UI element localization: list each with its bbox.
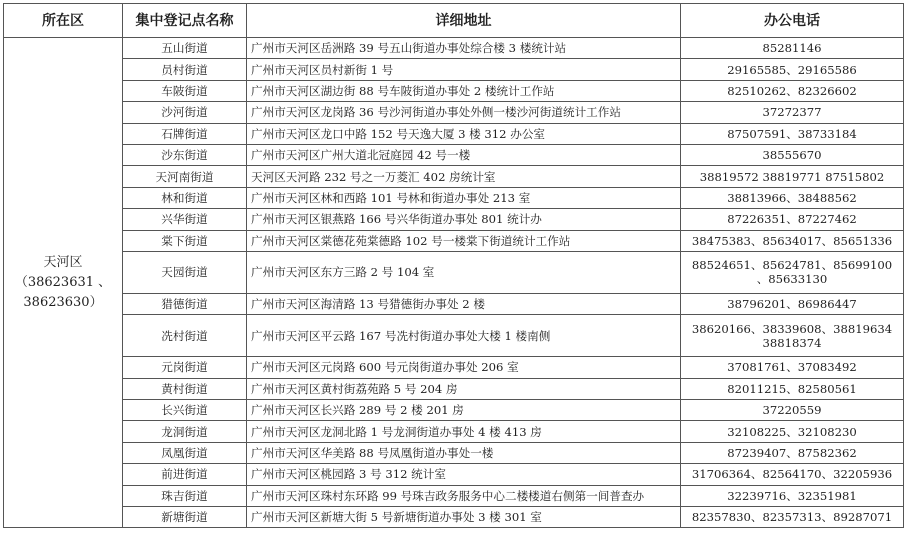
address-cell: 广州市天河区岳洲路 39 号五山街道办事处综合楼 3 楼统计站 xyxy=(247,38,681,59)
point-name-cell: 长兴街道 xyxy=(123,400,247,421)
phone-cell: 32239716、32351981 xyxy=(681,485,904,506)
table-header-row xyxy=(4,4,904,38)
point-name-cell: 沙东街道 xyxy=(123,144,247,165)
address-cell: 广州市天河区平云路 167 号冼村街道办事处大楼 1 楼南侧 xyxy=(247,315,681,357)
phone-cell: 32108225、32108230 xyxy=(681,421,904,442)
phone-cell: 38813966、38488562 xyxy=(681,187,904,208)
point-name-cell: 珠吉街道 xyxy=(123,485,247,506)
table-row xyxy=(4,80,904,101)
phone-cell: 87507591、38733184 xyxy=(681,123,904,144)
table-row xyxy=(4,144,904,165)
point-name-cell: 前进街道 xyxy=(123,464,247,485)
header-address: 详细地址 xyxy=(247,4,681,38)
table-row xyxy=(4,378,904,399)
point-name-cell: 天园街道 xyxy=(123,251,247,293)
district-phone-line2: 38623630） xyxy=(23,294,103,310)
header-point-name: 集中登记点名称 xyxy=(123,4,247,38)
table-row xyxy=(4,400,904,421)
table-row xyxy=(4,464,904,485)
address-cell: 广州市天河区湖边街 88 号车陂街道办事处 2 楼统计工作站 xyxy=(247,80,681,101)
table-row xyxy=(4,485,904,506)
table-row xyxy=(4,209,904,230)
phone-cell: 38819572 38819771 87515802 xyxy=(681,166,904,187)
phone-cell: 37220559 xyxy=(681,400,904,421)
table-row xyxy=(4,102,904,123)
table-row xyxy=(4,166,904,187)
phone-cell: 82510262、82326602 xyxy=(681,80,904,101)
point-name-cell: 石牌街道 xyxy=(123,123,247,144)
point-name-cell: 车陂街道 xyxy=(123,80,247,101)
address-cell: 广州市天河区黄村街荔苑路 5 号 204 房 xyxy=(247,378,681,399)
phone-cell: 38475383、85634017、85651336 xyxy=(681,230,904,251)
address-cell: 广州市天河区东方三路 2 号 104 室 xyxy=(247,251,681,293)
header-district: 所在区 xyxy=(4,4,123,38)
address-cell: 广州市天河区元岗路 600 号元岗街道办事处 206 室 xyxy=(247,357,681,378)
point-name-cell: 冼村街道 xyxy=(123,315,247,357)
address-cell: 广州市天河区广州大道北冠庭园 42 号一楼 xyxy=(247,144,681,165)
table-row xyxy=(4,230,904,251)
table-row xyxy=(4,507,904,528)
table-row xyxy=(4,187,904,208)
address-cell: 广州市天河区海清路 13 号猎德街办事处 2 楼 xyxy=(247,293,681,314)
address-cell: 广州市天河区长兴路 289 号 2 楼 201 房 xyxy=(247,400,681,421)
phone-cell: 87226351、87227462 xyxy=(681,209,904,230)
point-name-cell: 林和街道 xyxy=(123,187,247,208)
table-row xyxy=(4,293,904,314)
phone-cell: 87239407、87582362 xyxy=(681,442,904,463)
point-name-cell: 五山街道 xyxy=(123,38,247,59)
address-cell: 广州市天河区棠德花苑棠德路 102 号一楼棠下街道统计工作站 xyxy=(247,230,681,251)
address-cell: 广州市天河区龙洞北路 1 号龙洞街道办事处 4 楼 413 房 xyxy=(247,421,681,442)
district-phone-line1: （38623631 、 xyxy=(14,274,112,290)
point-name-cell: 凤凰街道 xyxy=(123,442,247,463)
point-name-cell: 黄村街道 xyxy=(123,378,247,399)
phone-cell: 29165585、29165586 xyxy=(681,59,904,80)
table-row xyxy=(4,315,904,357)
phone-cell: 38555670 xyxy=(681,144,904,165)
table-row xyxy=(4,421,904,442)
point-name-cell: 龙洞街道 xyxy=(123,421,247,442)
district-cell xyxy=(4,38,123,528)
phone-cell: 38796201、86986447 xyxy=(681,293,904,314)
point-name-cell: 猎德街道 xyxy=(123,293,247,314)
phone-cell: 82357830、82357313、89287071 xyxy=(681,507,904,528)
address-cell: 广州市天河区林和西路 101 号林和街道办事处 213 室 xyxy=(247,187,681,208)
phone-cell: 31706364、82564170、32205936 xyxy=(681,464,904,485)
phone-cell: 37081761、37083492 xyxy=(681,357,904,378)
address-cell: 广州市天河区华美路 88 号凤凰街道办事处一楼 xyxy=(247,442,681,463)
district-name: 天河区 xyxy=(43,254,83,270)
address-cell: 天河区天河路 232 号之一万菱汇 402 房统计室 xyxy=(247,166,681,187)
phone-cell: 37272377 xyxy=(681,102,904,123)
phone-cell: 38620166、38339608、38819634 38818374 xyxy=(681,315,904,357)
point-name-cell: 天河南街道 xyxy=(123,166,247,187)
phone-cell: 82011215、82580561 xyxy=(681,378,904,399)
header-phone: 办公电话 xyxy=(681,4,904,38)
table-body xyxy=(4,38,904,528)
table-row xyxy=(4,251,904,293)
table-row xyxy=(4,59,904,80)
address-cell: 广州市天河区银燕路 166 号兴华街道办事处 801 统计办 xyxy=(247,209,681,230)
address-cell: 广州市天河区员村新街 1 号 xyxy=(247,59,681,80)
address-cell: 广州市天河区龙口中路 152 号天逸大厦 3 楼 312 办公室 xyxy=(247,123,681,144)
point-name-cell: 元岗街道 xyxy=(123,357,247,378)
point-name-cell: 员村街道 xyxy=(123,59,247,80)
table-row xyxy=(4,123,904,144)
point-name-cell: 棠下街道 xyxy=(123,230,247,251)
address-cell: 广州市天河区桃园路 3 号 312 统计室 xyxy=(247,464,681,485)
point-name-cell: 新塘街道 xyxy=(123,507,247,528)
registration-points-table xyxy=(3,3,904,528)
address-cell: 广州市天河区珠村东环路 99 号珠吉政务服务中心二楼楼道右侧第一间普查办 xyxy=(247,485,681,506)
table-row xyxy=(4,442,904,463)
table-row xyxy=(4,38,904,59)
phone-cell: 85281146 xyxy=(681,38,904,59)
point-name-cell: 兴华街道 xyxy=(123,209,247,230)
address-cell: 广州市天河区新塘大街 5 号新塘街道办事处 3 楼 301 室 xyxy=(247,507,681,528)
address-cell: 广州市天河区龙岗路 36 号沙河街道办事处外侧一楼沙河街道统计工作站 xyxy=(247,102,681,123)
point-name-cell: 沙河街道 xyxy=(123,102,247,123)
table-row xyxy=(4,357,904,378)
phone-cell: 88524651、85624781、85699100 、85633130 xyxy=(681,251,904,293)
